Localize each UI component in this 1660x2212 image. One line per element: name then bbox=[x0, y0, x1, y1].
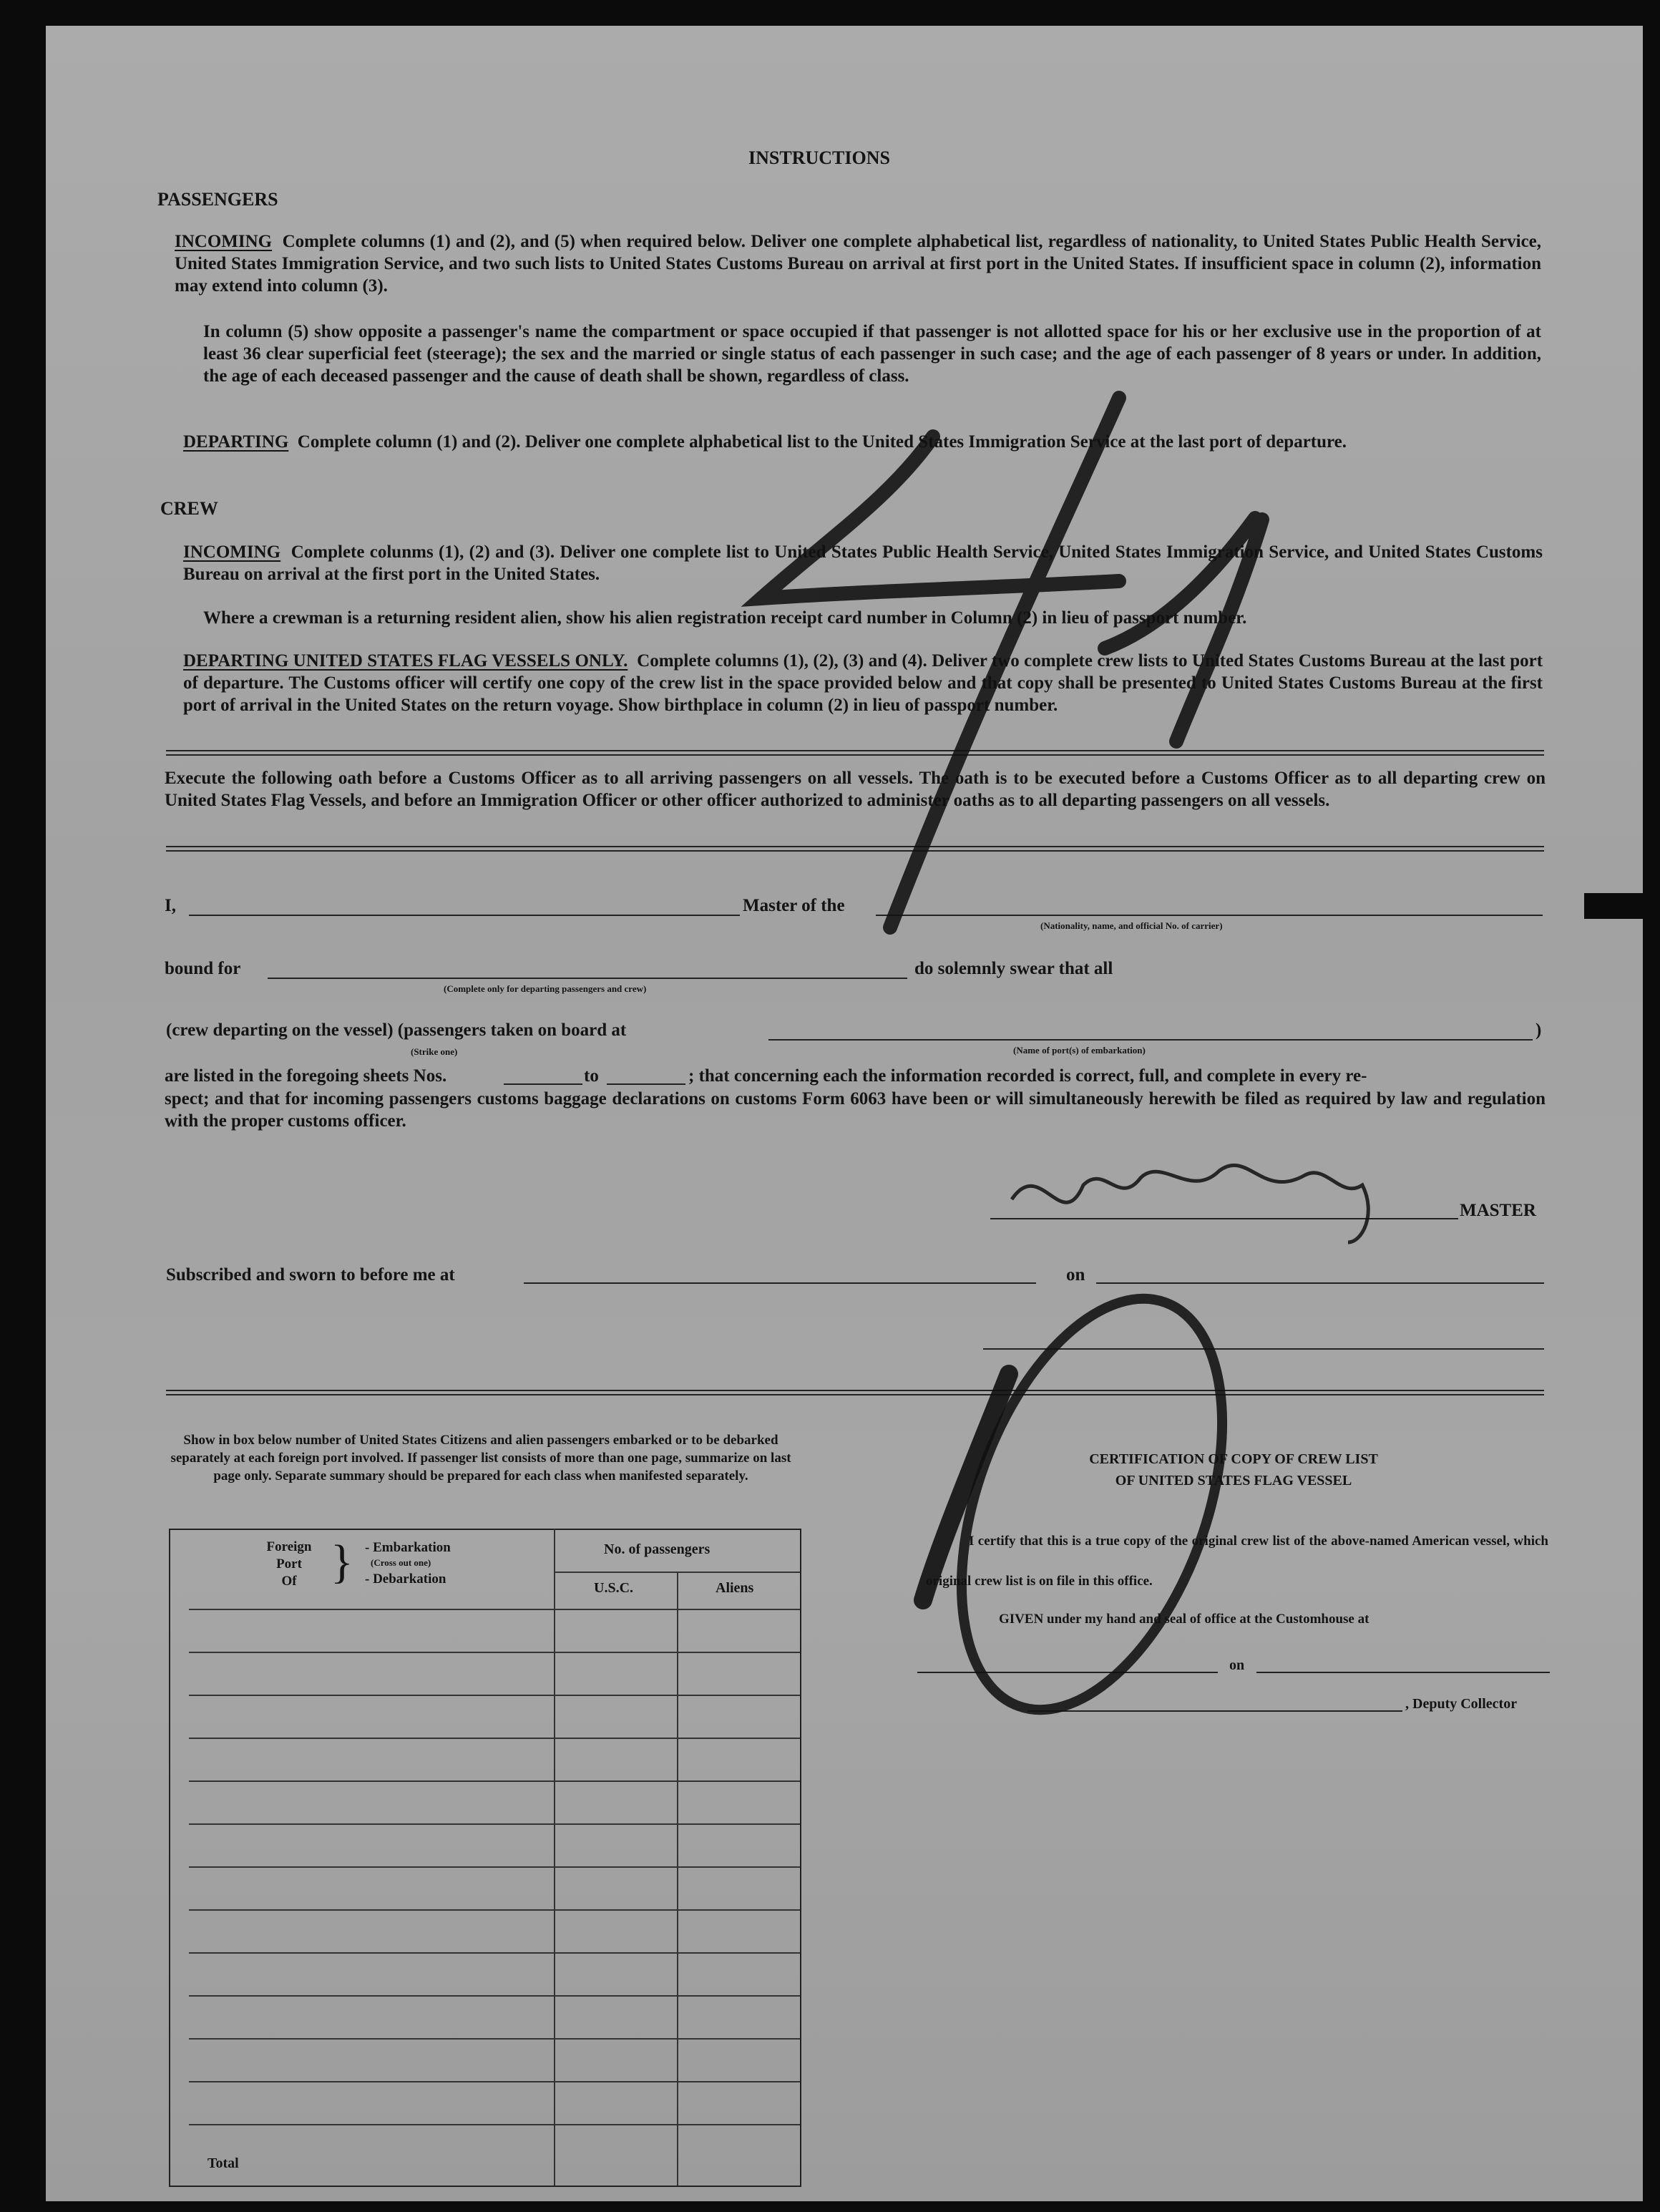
subscribed-on-label: on bbox=[1066, 1265, 1085, 1285]
cross-out-caption: (Cross out one) bbox=[371, 1557, 431, 1568]
crew-departing-label: DEPARTING UNITED STATES FLAG VESSELS ONLY. bbox=[183, 651, 628, 671]
certification-title: CERTIFICATION OF COPY OF CREW LIST OF UNITED STATES FLAG VESSEL bbox=[1089, 1451, 1378, 1489]
crew-resident-paragraph: Where a crewman is a returning resident alien, show his alien registration receipt card number in Column (2) in lieu of passport number. bbox=[203, 608, 1247, 628]
listed-text-2: ; that concerning each the information recorded is correct, full, and complete in every re- bbox=[688, 1066, 1367, 1086]
crew-departing-oath-text: (crew departing on the vessel) (passengers taken on board at bbox=[166, 1020, 627, 1040]
embarkation-label: - Embarkation bbox=[365, 1540, 451, 1555]
column5-paragraph: In column (5) show opposite a passenger's name the compartment or space occupied if that passenger is not allotted space for his or her exclusive use in the proportion of at least 36 clear superficial feet (steerage); the sex and the married or single status of each passenger in such case; and the age of each passenger of 8 years or under. In addition, the age of each deceased passenger and the cause of death shall be shown, regardless of class. bbox=[203, 322, 1541, 386]
master-label: MASTER bbox=[1460, 1201, 1536, 1220]
aliens-header: Aliens bbox=[716, 1580, 754, 1596]
listed-to: to bbox=[584, 1066, 599, 1086]
ports-caption: (Name of port(s) of embarkation) bbox=[1013, 1045, 1146, 1056]
complete-only-caption: (Complete only for departing passengers and crew) bbox=[444, 983, 647, 994]
deputy-collector-label: , Deputy Collector bbox=[1405, 1696, 1518, 1712]
total-label: Total bbox=[208, 2155, 239, 2171]
crew-heading: CREW bbox=[160, 498, 218, 519]
strike-one-caption: (Strike one) bbox=[411, 1046, 458, 1057]
passengers-heading: PASSENGERS bbox=[157, 189, 278, 210]
instructions-title: INSTRUCTIONS bbox=[748, 147, 890, 168]
subscribed-label: Subscribed and sworn to before me at bbox=[166, 1265, 455, 1285]
oath-i-label: I, bbox=[165, 896, 176, 915]
signature-mark bbox=[1012, 1165, 1368, 1242]
passengers-departing-label: DEPARTING bbox=[183, 432, 289, 452]
no-of-passengers-header: No. of passengers bbox=[604, 1541, 711, 1557]
certify-text: I certify that this is a true copy of the original crew list of the above-named American vessel, which original crew list is on file in this office. bbox=[926, 1534, 1548, 1589]
respect-text: spect; and that for incoming passengers customs baggage declarations on customs Form 6063 have been or will simultaneously herewith be filed as required by law and regulation with the proper customs officer. bbox=[165, 1089, 1546, 1131]
passengers-incoming-text: Complete columns (1) and (2), and (5) when required below. Deliver one complete alphabetical list, regardless of nationality, to United States Public Health Service, United States Immigration Service, and two such lists to United States Customs Bureau on arrival at first port in the United States. If insufficient space in column (2), information may extend into column (3). bbox=[175, 232, 1542, 296]
handwritten-number-4 bbox=[1105, 518, 1262, 741]
close-paren: ) bbox=[1536, 1020, 1542, 1040]
cert-on-label: on bbox=[1229, 1657, 1245, 1673]
master-of-label: Master of the bbox=[743, 896, 845, 915]
brace: } bbox=[331, 1536, 353, 1588]
summary-note: Show in box below number of United States Citizens and alien passengers embarked or to be debarked separately at each foreign port involved. If passenger list consists of more than one page, summarize on last page only. Separate summary should be prepared for each class when manifested separately. bbox=[170, 1433, 791, 1483]
handwritten-marks bbox=[46, 26, 1643, 2201]
listed-text-1: are listed in the foregoing sheets Nos. bbox=[165, 1066, 447, 1086]
foreign-port-of: Foreign Port Of bbox=[266, 1539, 312, 1589]
page-tear bbox=[1584, 893, 1643, 919]
usc-header: U.S.C. bbox=[594, 1580, 634, 1596]
handwritten-number-4 bbox=[761, 398, 1119, 927]
bound-for-label: bound for bbox=[165, 959, 241, 978]
crew-incoming-text: Complete colunms (1), (2) and (3). Deliver one complete list to United States Public Health Service, United States Immigration Service, and United States Customs Bureau on arrival at the first port in the United States. bbox=[183, 542, 1543, 584]
nationality-caption: (Nationality, name, and official No. of carrier) bbox=[1040, 920, 1223, 931]
oath-preamble: Execute the following oath before a Customs Officer as to all arriving passengers on all vessels. The oath is to be executed before a Customs Officer as to all departing crew on United States Flag Vessels, and before an Immigration Officer or other officer authorized to administer oaths as to all departing passengers on all vessels. bbox=[165, 769, 1546, 810]
debarkation-label: - Debarkation bbox=[365, 1572, 446, 1587]
crew-list-back-page bbox=[46, 26, 1643, 2201]
swear-text: do solemnly swear that all bbox=[914, 959, 1113, 978]
passengers-incoming-label: INCOMING bbox=[175, 232, 273, 251]
crew-departing-text: Complete columns (1), (2), (3) and (4). Deliver two complete crew lists to United States Customs Bureau at the last port of departure. The Customs officer will certify one copy of the crew list in the space provided below and that copy shall be presented to United States Customs Bureau at the first port of arrival in the United States on the return voyage. Show birthplace in column (2) in lieu of passport number. bbox=[183, 651, 1543, 715]
passengers-departing-text: Complete column (1) and (2). Deliver one complete alphabetical list to the United States Immigration Service at the last port of departure. bbox=[297, 432, 1347, 452]
given-text: GIVEN under my hand and seal of office at the Customhouse at bbox=[999, 1612, 1370, 1627]
crew-incoming-label: INCOMING bbox=[183, 542, 281, 562]
